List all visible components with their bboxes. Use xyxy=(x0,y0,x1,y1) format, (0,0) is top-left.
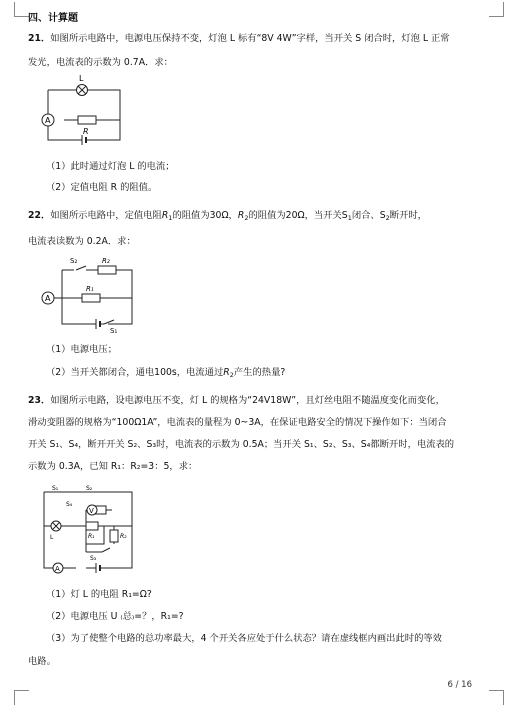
q22-line1: 22．如图所示电路中，定值电阻$R_1$的阻值为30Ω，$R_2$的阻值为20Ω，当开关$S_1$闭合、$S_2$断开时， xyxy=(28,210,427,222)
svg-text:V: V xyxy=(89,507,94,515)
svg-text:A: A xyxy=(45,294,51,303)
q21-sub1: （1）此时通过灯泡 L 的电流； xyxy=(46,161,175,172)
q22-sub1: （1）电源电压； xyxy=(46,344,117,355)
crop-mark-bottom-left xyxy=(14,690,29,705)
svg-text:R₂: R₂ xyxy=(120,533,127,540)
q22-circuit-diagram xyxy=(38,254,142,334)
crop-mark-top-left xyxy=(14,2,29,17)
svg-text:R: R xyxy=(83,127,89,136)
q23-sub2: （2）电源电压 U ₍总₎=？，R₁=? xyxy=(46,611,184,622)
crop-mark-top-right xyxy=(489,2,504,17)
svg-text:S₄: S₄ xyxy=(66,501,73,508)
q23-line3: 开关 S₁、S₄，断开开关 S₂、S₃时，电流表的示数为 0.5A；当开关 S₁、S₂、S₃、S₄都断开时，电流表的 xyxy=(28,439,455,450)
q23-circuit-diagram xyxy=(36,482,140,578)
resistor-r1-icon xyxy=(86,522,98,530)
q23-line1: 23．如图所示电路，设电源电压不变，灯 L 的规格为“24V18W”，且灯丝电阻不随温度变化而变化， xyxy=(28,395,445,406)
q23-line2: 滑动变阻器的规格为“100Ω1A”，电流表的量程为 0~3A，在保证电路安全的情况下操作如下：当闭合 xyxy=(28,417,447,428)
resistor-r2-icon xyxy=(110,530,118,542)
q21-sub2: （2）定值电阻 R 的阻值。 xyxy=(46,182,158,193)
q23-line4: 示数为 0.3A，已知 R₁：R₂=3：5，求： xyxy=(28,461,198,472)
section-title: 四、计算题 xyxy=(28,13,78,24)
q21-line1: 21．如图所示电路中，电源电压保持不变，灯泡 L 标有“8V 4W”字样，当开关 S 闭合时，灯泡 L 正常 xyxy=(28,33,450,44)
svg-text:L: L xyxy=(79,74,84,83)
resistor-icon xyxy=(78,116,96,124)
svg-text:S₃: S₃ xyxy=(90,555,97,562)
svg-text:A: A xyxy=(45,116,51,125)
resistor-r1-icon xyxy=(82,294,100,302)
q21-circuit-diagram xyxy=(38,74,130,150)
q22-line2: 电流表读数为 0.2A．求： xyxy=(28,236,136,247)
svg-text:S₂: S₂ xyxy=(70,257,78,265)
svg-text:L: L xyxy=(50,534,54,541)
resistor-r2-icon xyxy=(98,266,116,274)
svg-text:S₂: S₂ xyxy=(86,485,93,492)
q22-sub2: （2）当开关都闭合，通电100s，电流通过$R_2$产生的热量? xyxy=(46,367,286,379)
svg-text:R₁: R₁ xyxy=(86,285,94,293)
q23-sub3: （3）为了使整个电路的总功率最大，4 个开关各应处于什么状态？请在虚线框内画出此时的等效 xyxy=(46,633,442,644)
q23-sub1: （1）灯 L 的电阻 R₁=Ω? xyxy=(46,589,152,600)
q23-sub3-line2: 电路。 xyxy=(28,656,56,667)
crop-mark-bottom-right xyxy=(489,690,504,705)
svg-text:S₁: S₁ xyxy=(52,485,59,492)
svg-text:R₁: R₁ xyxy=(88,533,95,540)
svg-text:R₂: R₂ xyxy=(102,257,110,265)
q21-line2: 发光，电流表的示数为 0.7A．求： xyxy=(28,57,173,68)
svg-text:A: A xyxy=(55,565,60,573)
svg-text:S₁: S₁ xyxy=(110,327,118,334)
page-number: 6 / 16 xyxy=(447,680,472,690)
